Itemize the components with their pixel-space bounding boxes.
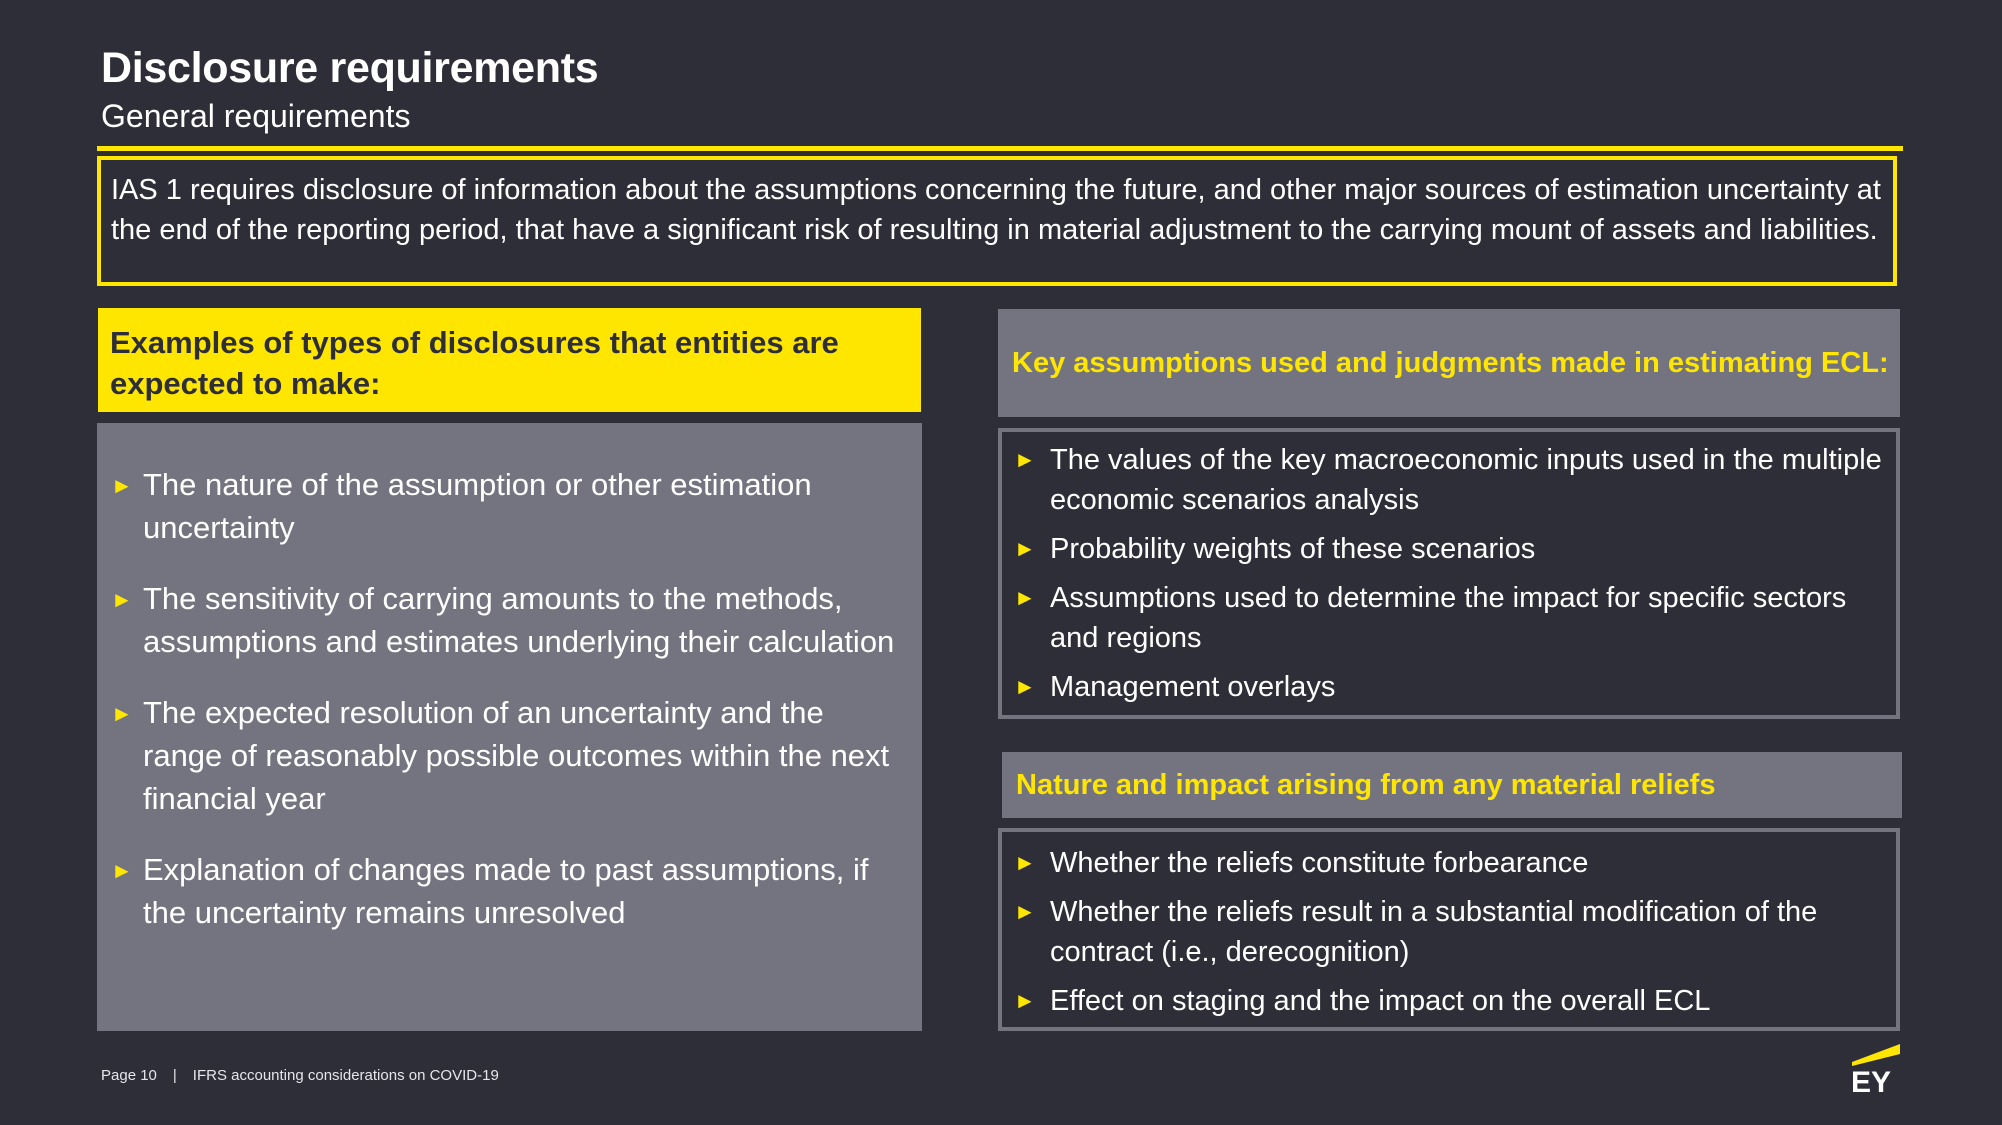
list-item [1014,578,1886,658]
list-item [1014,843,1886,883]
bullet-arrow-icon: ► [1014,585,1036,610]
bullet-arrow-icon: ► [111,701,133,726]
slide-title: Disclosure requirements [101,44,599,92]
ey-logo-text: EY [1851,1066,1892,1096]
bullet-arrow-icon: ► [1014,536,1036,561]
ecl-assumptions-heading: Key assumptions used and judgments made in estimating ECL: [998,309,1900,417]
bullet-arrow-icon: ► [1014,988,1036,1013]
ecl-bullet-list [1014,440,1886,707]
intro-callout: IAS 1 requires disclosure of information about the assumptions concerning the future, and other major sources of estimation uncertainty at the end of the reporting period, that have a significant risk of resulting in material adjustment to the carrying mount of assets and liabilities. [97,156,1897,286]
title-divider [97,146,1903,151]
bullet-arrow-icon: ► [1014,674,1036,699]
bullet-arrow-icon: ► [111,587,133,612]
list-item-text: Whether the reliefs constitute forbearance [1050,847,1589,879]
ecl-assumptions-box [998,428,1900,719]
list-item-text: Effect on staging and the impact on the overall ECL [1050,985,1711,1017]
page-footer [101,1067,499,1084]
material-reliefs-heading: Nature and impact arising from any material reliefs [1002,752,1902,818]
list-item [111,577,902,663]
left-panel-heading: Examples of types of disclosures that entities are expected to make: [98,308,921,412]
list-item [111,691,902,820]
ey-logo-beam [1852,1044,1900,1066]
list-item-text: The sensitivity of carrying amounts to the methods, assumptions and estimates underlying their calculation [143,581,895,659]
list-item [1014,440,1886,520]
page-number: Page 10 [101,1067,157,1084]
slide-subtitle: General requirements [101,98,411,134]
list-item-text: Management overlays [1050,671,1336,703]
list-item [1014,667,1886,707]
list-item [1014,529,1886,569]
list-item-text: Probability weights of these scenarios [1050,533,1536,565]
left-panel-body [97,423,922,1031]
ey-logo [1850,1040,1902,1096]
bullet-arrow-icon: ► [1014,899,1036,924]
list-item-text: Assumptions used to determine the impact for specific sectors and regions [1050,582,1847,654]
footer-separator: | [172,1067,177,1084]
left-bullet-list [111,463,902,934]
list-item-text: The values of the key macroeconomic inputs used in the multiple economic scenarios analysis [1050,444,1882,516]
list-item [111,463,902,549]
list-item [1014,981,1886,1021]
reliefs-bullet-list [1014,843,1886,1021]
list-item-text: Whether the reliefs result in a substantial modification of the contract (i.e., derecognition) [1050,896,1818,968]
footer-document-title: IFRS accounting considerations on COVID-19 [192,1067,499,1084]
bullet-arrow-icon: ► [1014,447,1036,472]
list-item-text: The expected resolution of an uncertainty and the range of reasonably possible outcomes within the next financial year [143,695,890,816]
list-item [1014,892,1886,972]
list-item-text: The nature of the assumption or other estimation uncertainty [143,467,812,545]
material-reliefs-box [998,828,1900,1031]
list-item-text: Explanation of changes made to past assumptions, if the uncertainty remains unresolved [143,852,869,930]
bullet-arrow-icon: ► [111,858,133,883]
bullet-arrow-icon: ► [111,473,133,498]
bullet-arrow-icon: ► [1014,850,1036,875]
list-item [111,848,902,934]
